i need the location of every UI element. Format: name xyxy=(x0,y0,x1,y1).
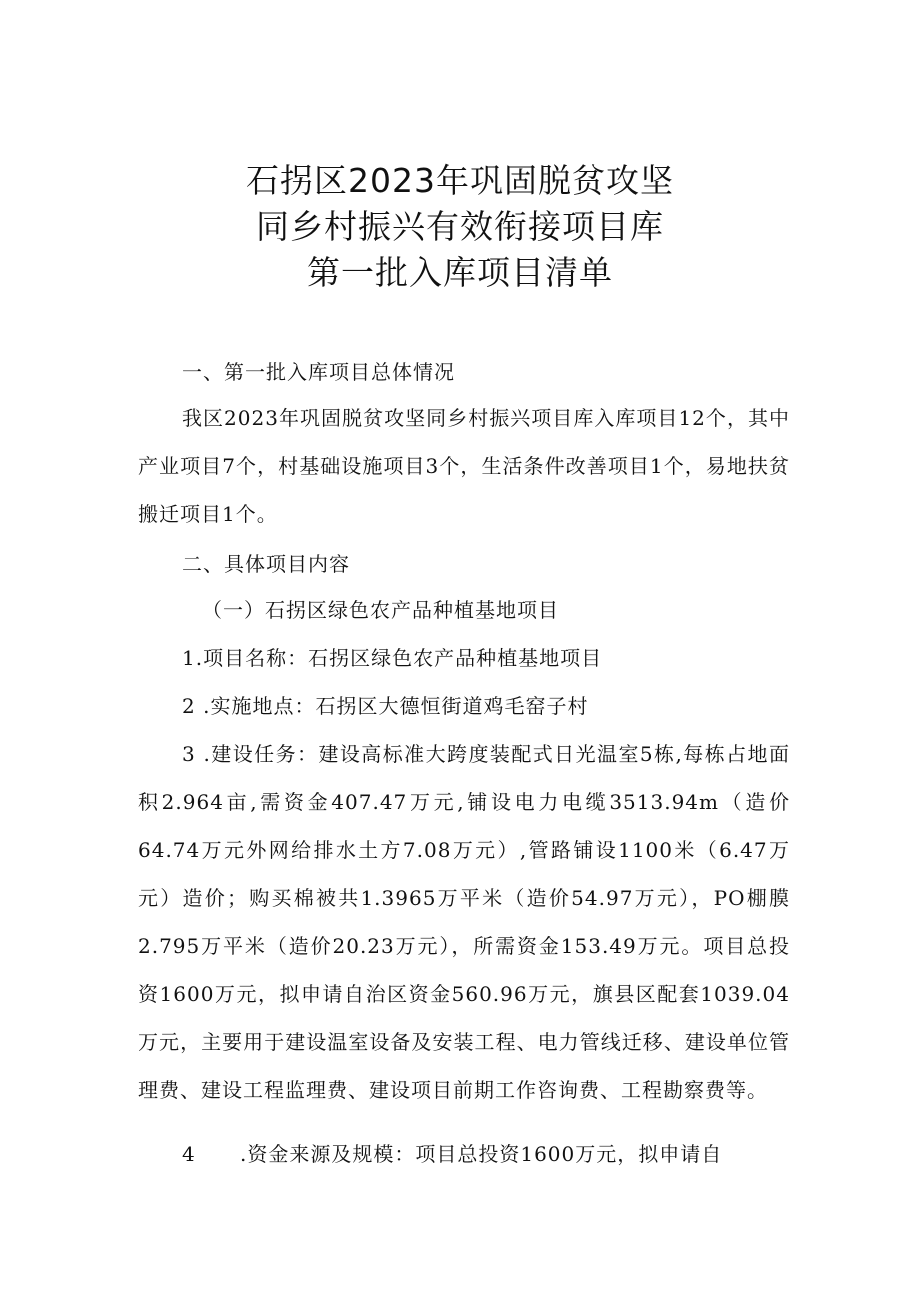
section-1-paragraph: 我区2023年巩固脱贫攻坚同乡村振兴项目库入库项目12个，其中产业项目7个，村基础设施项目3个，生活条件改善项目1个，易地扶贫搬迁项目1个。 xyxy=(138,406,790,526)
item-funding-text: .资金来源及规模：项目总投资1600万元，拟申请自 xyxy=(240,1142,723,1166)
project-title: （一）石拐区绿色农产品种植基地项目 xyxy=(202,598,559,622)
title-line-3: 第一批入库项目清单 xyxy=(307,253,613,292)
item-location: 2 .实施地点：石拐区大德恒街道鸡毛窑子村 xyxy=(182,694,589,718)
title-line-2: 同乡村振兴有效衔接项目库 xyxy=(256,207,664,246)
section-2-heading: 二、具体项目内容 xyxy=(182,552,350,576)
title-line-1: 石拐区2023年巩固脱贫攻坚 xyxy=(246,161,674,200)
item-funding xyxy=(138,1130,790,1178)
document-body xyxy=(138,350,790,1178)
item-funding-number: 4 xyxy=(182,1142,196,1166)
item-project-name: 1.项目名称：石拐区绿色农产品种植基地项目 xyxy=(182,646,603,670)
item-construction-task: 3 .建设任务：建设高标准大跨度装配式日光温室5栋,每栋占地面积2.964亩,需资金407.47万元,铺设电力电缆3513.94m（造价64.74万元外网给排水土方7.08万元）,管路铺设1100米（6.47万元）造价；购买棉被共1.3965万平米（造价54.97万元），PO棚膜2.795万平米（造价20.23万元），所需资金153.49万元。项目总投资1600万元，拟申请自治区资金560.96万元，旗县区配套1039.04万元，主要用于建设温室设备及安装工程、电力管线迁移、建设单位管理费、建设工程监理费、建设项目前期工作咨询费、工程勘察费等。 xyxy=(138,742,790,1102)
section-1-heading: 一、第一批入库项目总体情况 xyxy=(182,360,455,384)
paragraph-gap xyxy=(138,1114,790,1130)
document-title xyxy=(0,158,920,296)
